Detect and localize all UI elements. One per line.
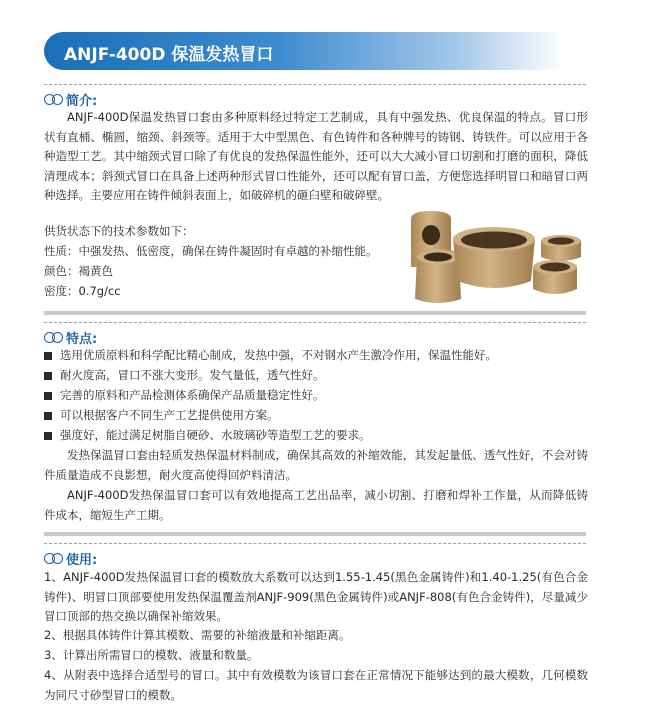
title-banner <box>44 32 564 70</box>
usage-item: 2、根据具体铸件计算其模数、需要的补缩液量和补缩距离。 <box>44 628 351 642</box>
square-bullet-icon <box>44 412 52 420</box>
section-heading-intro <box>44 89 97 109</box>
feature-bullet <box>44 366 325 385</box>
section-heading-features <box>44 327 97 347</box>
divider <box>44 84 586 85</box>
usage-item: 4、从附表中选择合适型号的冒口。其中有效模数为该冒口套在正常情况下能够达到的最大模数，几何模数为同尺寸砂型冒口的模数。 <box>44 668 588 702</box>
square-bullet-icon <box>44 372 52 380</box>
divider <box>44 322 586 323</box>
spec-line: 颜色：褐黄色 <box>44 264 113 278</box>
feature-bullet <box>44 386 325 405</box>
circle-bullet-icon <box>52 553 63 564</box>
feature-text: 完善的原料和产品检测体系确保产品质量稳定性好。 <box>60 388 325 402</box>
section-separator <box>44 311 586 315</box>
section-heading-usage <box>44 548 97 568</box>
feature-text: 耐火度高，冒口不涨大变形。发气量低，透气性好。 <box>60 368 325 382</box>
usage-item: 1、ANJF-400D发热保温冒口套的模数放大系数可以达到1.55-1.45(黑色金属铸件)和1.40-1.25(有色合金铸件)、明冒口顶部要使用发热保温覆盖剂ANJF-909(黑色金属铸件)或ANJF-808(有色合金铸件)，尽量减少冒口顶部的热交换以确保补缩效果。 <box>44 570 588 623</box>
feature-bullet <box>44 346 497 365</box>
intro-paragraph: ANJF-400D保温发热冒口套由多种原料经过特定工艺制成，具有中强发热、优良保温的特点。冒口形状有直桶、椭圆，缩颈、斜颈等。适用于大中型黑色、有色铸件和各种牌号的铸钢、铸铁件。可以应用于各种造型工艺。其中缩颈式冒口除了有优良的发热保温性能外，还可以大大减小冒口切割和打磨的面积，降低清理成本；斜颈式冒口在具备上述两种形式冒口性能外，还可以配有冒口盖，方便您选择明冒口和暗冒口两种选择。主要应用在铸件倾斜表面上，如破碎机的砸臼壁和破碎壁。 <box>44 110 588 202</box>
riser-sleeve-products-photo <box>405 205 590 307</box>
feature-bullet <box>44 426 371 445</box>
features-heading: 特点: <box>66 331 98 347</box>
page-title: ANJF-400D 保温发热冒口 <box>64 45 274 65</box>
square-bullet-icon <box>44 392 52 400</box>
square-bullet-icon <box>44 352 52 360</box>
usage-item: 3、计算出所需冒口的模数、液量和数量。 <box>44 648 259 662</box>
feature-bullet <box>44 406 279 425</box>
feature-text: 可以根据客户不同生产工艺提供使用方案。 <box>60 408 279 422</box>
divider <box>44 543 586 544</box>
circle-bullet-icon <box>52 332 63 343</box>
features-paragraph: 发热保温冒口套由轻质发热保温材料制成，确保其高效的补缩效能，其发起量低、透气性好，不会对铸件质量造成不良影想，耐火度高使得回炉料清洁。 <box>44 448 588 482</box>
spec-line: 性质：中强发热、低密度，确保在铸件凝固时有卓越的补缩性能。 <box>44 244 378 258</box>
circle-bullet-icon <box>52 94 63 105</box>
supply-label: 供货状态下的技术参数如下： <box>44 224 194 238</box>
feature-text: 选用优质原料和科学配比精心制成，发热中强，不对钢水产生激冷作用，保温性能好。 <box>60 348 497 362</box>
section-separator <box>44 532 586 536</box>
features-paragraph: ANJF-400D发热保温冒口套可以有效地提高工艺出品率，减小切割、打磨和焊补工作量，从而降低铸件成本，缩短生产工期。 <box>44 488 588 522</box>
feature-text: 强度好，能过满足树脂自硬砂、水玻璃砂等造型工艺的要求。 <box>60 428 371 442</box>
intro-heading: 简介: <box>66 93 98 109</box>
usage-heading: 使用: <box>66 552 98 568</box>
square-bullet-icon <box>44 432 52 440</box>
spec-line: 密度：0.7g/cc <box>44 284 121 298</box>
